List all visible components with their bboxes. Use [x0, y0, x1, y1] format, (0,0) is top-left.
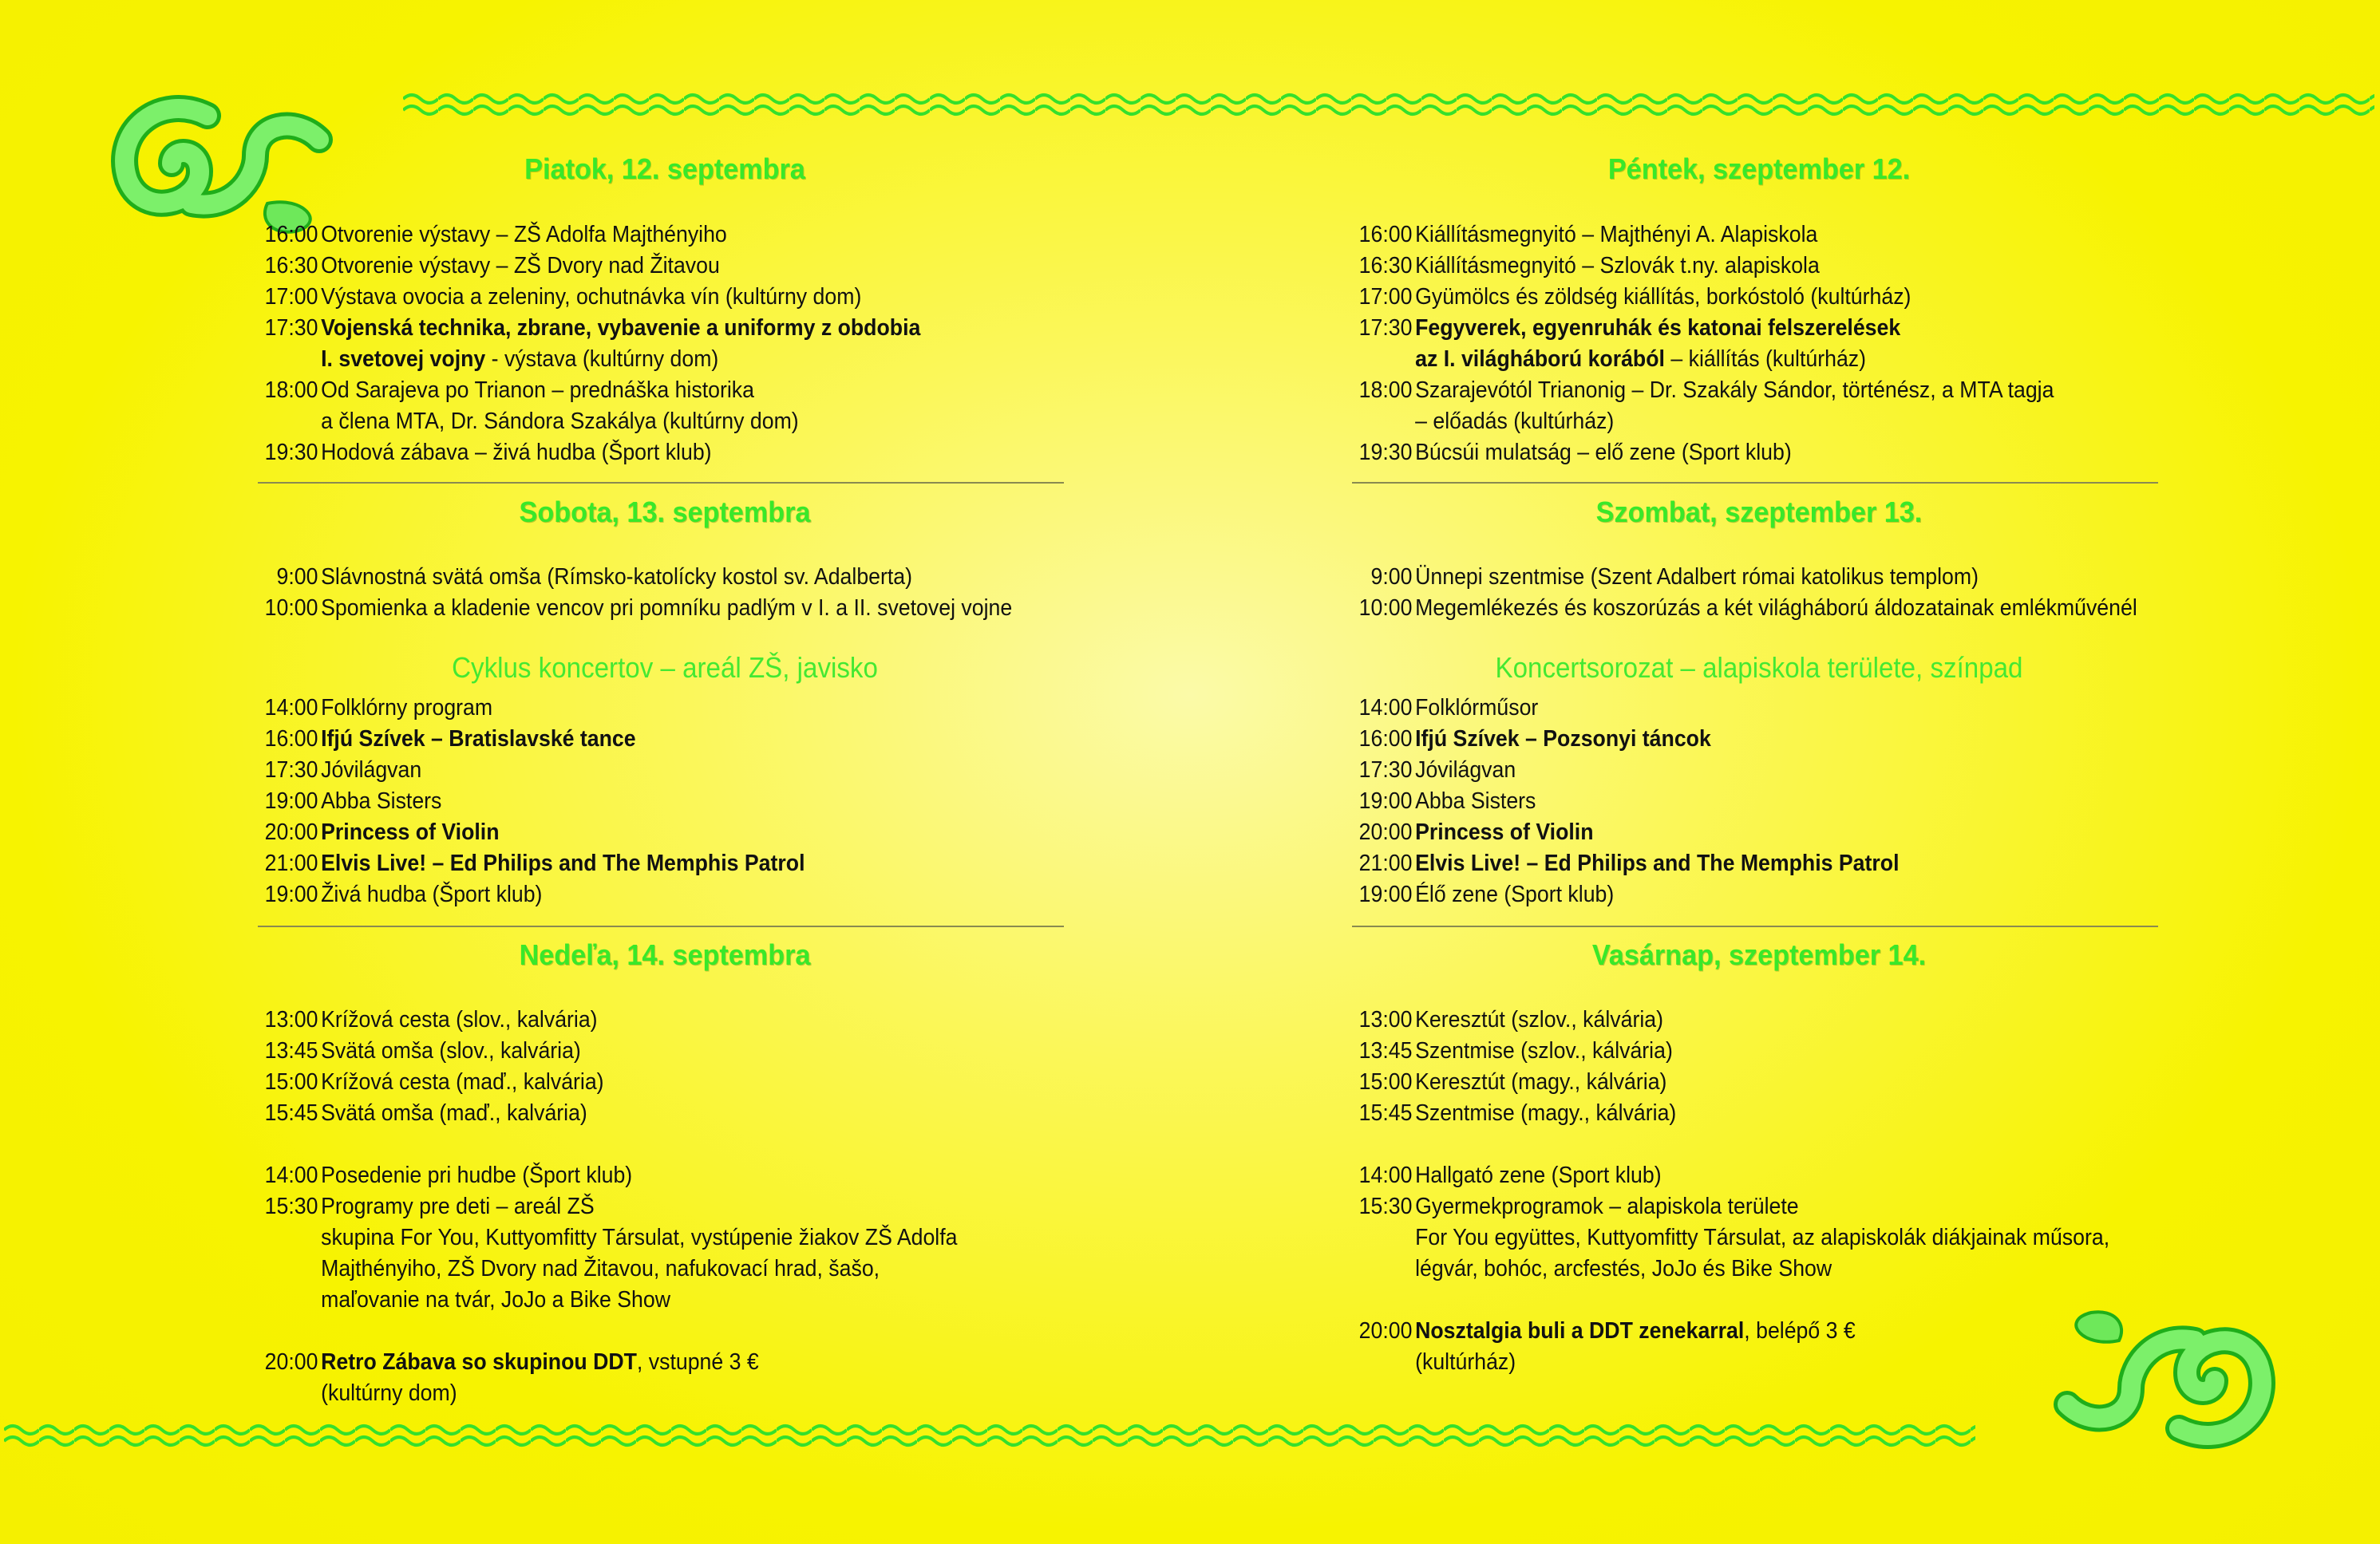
schedule-row: 19:00 Élő zene (Sport klub): [1358, 882, 1615, 907]
schedule-row: 13:00 Keresztút (szlov., kálvária): [1358, 1007, 1663, 1033]
schedule-row: 19:30 Hodová zábava – živá hudba (Šport klub): [264, 440, 712, 465]
schedule-row: 9:00 Slávnostná svätá omša (Rímsko-katolícky kostol sv. Adalberta): [276, 564, 913, 590]
day-heading-saturday: Szombat, szeptember 13.: [1595, 496, 1923, 528]
schedule-row: 15:45 Szentmise (magy., kálvária): [1358, 1100, 1677, 1126]
wave-border-bottom: [4, 1420, 1975, 1452]
schedule-row: 20:00 Princess of Violin: [264, 819, 500, 845]
schedule-row: 18:00 Szarajevótól Trianonig – Dr. Szakály Sándor, történész, a MTA tagja: [1358, 377, 2054, 403]
schedule-row: 16:00 Ifjú Szívek – Bratislavské tance: [264, 726, 636, 752]
schedule-row: 18:00 Od Sarajeva po Trianon – prednáška historika: [264, 377, 754, 403]
schedule-row: 20:00 Retro Zábava so skupinou DDT, vstupné 3 €: [264, 1349, 759, 1375]
schedule-row: 16:00 Ifjú Szívek – Pozsonyi táncok: [1358, 726, 1711, 752]
day-heading-saturday: Sobota, 13. septembra: [519, 496, 811, 528]
schedule-row-continuation: maľovanie na tvár, JoJo a Bike Show: [321, 1287, 670, 1313]
schedule-row: 16:00 Otvorenie výstavy – ZŠ Adolfa Majthényiho: [264, 222, 727, 247]
schedule-row: 9:00 Ünnepi szentmise (Szent Adalbert római katolikus templom): [1370, 564, 1979, 590]
section-divider: [1352, 926, 2158, 927]
schedule-row-continuation: a člena MTA, Dr. Sándora Szakálya (kultúrny dom): [321, 409, 799, 434]
schedule-row: 17:30 Jóvilágvan: [1358, 757, 1516, 783]
schedule-row-continuation: – előadás (kultúrház): [1415, 409, 1615, 434]
schedule-row: 17:30 Vojenská technika, zbrane, vybavenie a uniformy z obdobia: [264, 315, 921, 341]
schedule-row: 10:00 Spomienka a kladenie vencov pri pomníku padlým v I. a II. svetovej vojne: [264, 595, 1013, 621]
schedule-row: 20:00 Nosztalgia buli a DDT zenekarral, belépő 3 €: [1358, 1318, 1856, 1344]
schedule-row: 15:45 Svätá omša (maď., kalvária): [264, 1100, 587, 1126]
schedule-row-continuation: (kultúrház): [1415, 1349, 1516, 1375]
schedule-row: 17:00 Výstava ovocia a zeleniny, ochutnávka vín (kultúrny dom): [264, 284, 862, 310]
schedule-row: 17:00 Gyümölcs és zöldség kiállítás, borkóstoló (kultúrház): [1358, 284, 1912, 310]
schedule-row: 20:00 Princess of Violin: [1358, 819, 1594, 845]
wave-border-top: [403, 89, 2374, 121]
schedule-row-continuation: Majthényiho, ZŠ Dvory nad Žitavou, nafukovací hrad, šašo,: [321, 1256, 880, 1281]
schedule-row: 15:30 Gyermekprogramok – alapiskola területe: [1358, 1194, 1799, 1219]
section-divider: [258, 926, 1064, 927]
schedule-row: 21:00 Elvis Live! – Ed Philips and The Memphis Patrol: [1358, 851, 1900, 876]
schedule-row-continuation: For You együttes, Kuttyomfitty Társulat, az alapiskolák diákjainak műsora,: [1415, 1225, 2110, 1250]
schedule-row: 19:00 Abba Sisters: [264, 788, 442, 814]
schedule-row: 21:00 Elvis Live! – Ed Philips and The Memphis Patrol: [264, 851, 805, 876]
leaf-ornament-icon: [2035, 1301, 2291, 1460]
schedule-row-continuation: légvár, bohóc, arcfestés, JoJo és Bike Show: [1415, 1256, 1832, 1281]
section-divider: [1352, 482, 2158, 484]
schedule-row: 14:00 Folklórműsor: [1358, 695, 1539, 721]
schedule-row: 15:30 Programy pre deti – areál ZŠ: [264, 1194, 595, 1219]
schedule-row: 14:00 Folklórny program: [264, 695, 493, 721]
day-heading-sunday: Vasárnap, szeptember 14.: [1591, 938, 1927, 971]
day-heading-friday: Piatok, 12. septembra: [524, 152, 805, 185]
schedule-row: 13:00 Krížová cesta (slov., kalvária): [264, 1007, 598, 1033]
day-heading-friday: Péntek, szeptember 12.: [1607, 152, 1911, 185]
schedule-row: 16:30 Otvorenie výstavy – ZŠ Dvory nad Žitavou: [264, 253, 720, 278]
schedule-row: 17:30 Jóvilágvan: [264, 757, 422, 783]
schedule-row: 19:00 Abba Sisters: [1358, 788, 1536, 814]
schedule-row: 15:00 Keresztút (magy., kálvária): [1358, 1069, 1667, 1095]
section-divider: [258, 482, 1064, 484]
schedule-row-continuation: I. svetovej vojny - výstava (kultúrny dom): [321, 346, 719, 372]
schedule-row: 17:30 Fegyverek, egyenruhák és katonai felszerelések: [1358, 315, 1901, 341]
schedule-row-continuation: az I. világháború korából – kiállítás (kultúrház): [1415, 346, 1867, 372]
schedule-row: 19:00 Živá hudba (Šport klub): [264, 882, 543, 907]
schedule-row: 15:00 Krížová cesta (maď., kalvária): [264, 1069, 604, 1095]
schedule-row: 16:00 Kiállításmegnyitó – Majthényi A. Alapiskola: [1358, 222, 1818, 247]
day-heading-sunday: Nedeľa, 14. septembra: [519, 938, 811, 971]
schedule-row-continuation: skupina For You, Kuttyomfitty Társulat, vystúpenie žiakov ZŠ Adolfa: [321, 1225, 958, 1250]
concert-subheading: Cyklus koncertov – areál ZŠ, javisko: [452, 651, 878, 684]
concert-subheading: Koncertsorozat – alapiskola területe, színpad: [1495, 651, 2023, 684]
schedule-row: 14:00 Hallgató zene (Sport klub): [1358, 1163, 1662, 1188]
schedule-row-continuation: (kultúrny dom): [321, 1380, 457, 1406]
schedule-row: 16:30 Kiállításmegnyitó – Szlovák t.ny. alapiskola: [1358, 253, 1820, 278]
schedule-row: 13:45 Svätá omša (slov., kalvária): [264, 1038, 581, 1064]
schedule-row: 19:30 Búcsúi mulatság – elő zene (Sport klub): [1358, 440, 1792, 465]
schedule-row: 14:00 Posedenie pri hudbe (Šport klub): [264, 1163, 633, 1188]
schedule-row: 13:45 Szentmise (szlov., kálvária): [1358, 1038, 1673, 1064]
schedule-row: 10:00 Megemlékezés és koszorúzás a két világháború áldozatainak emlékművénél: [1358, 595, 2137, 621]
